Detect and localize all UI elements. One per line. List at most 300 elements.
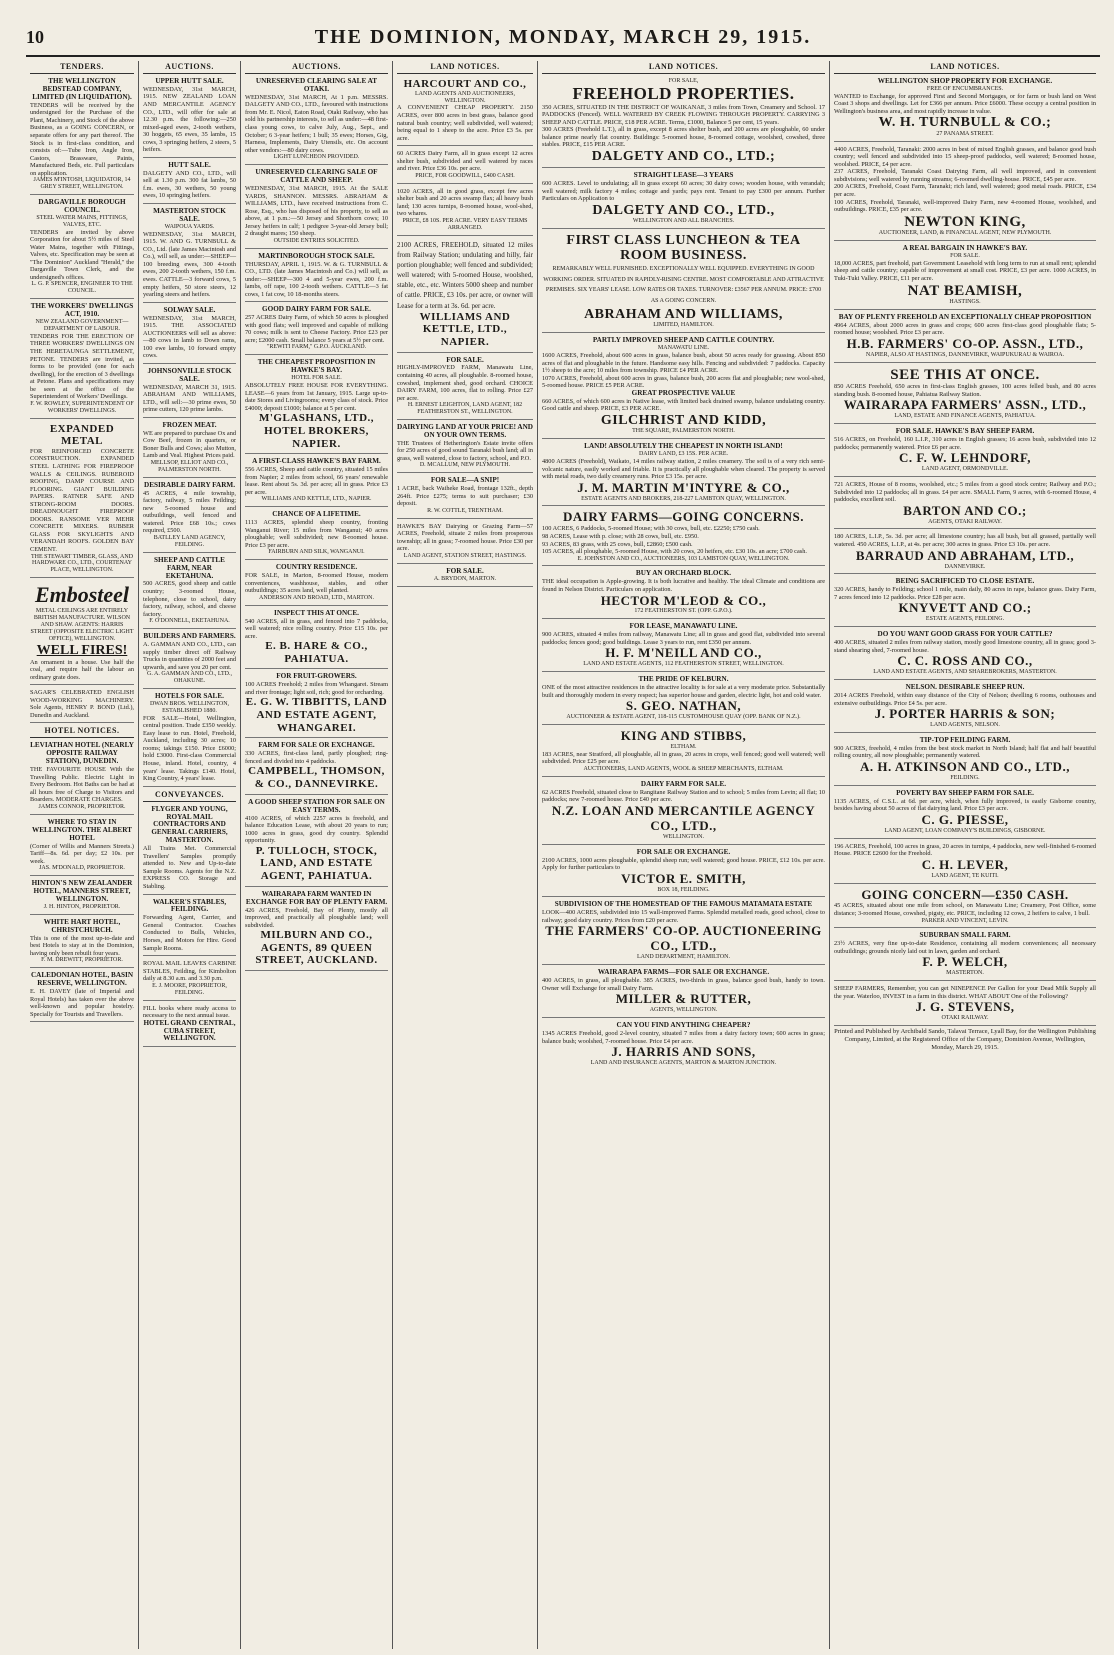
ad-subheading: BOX 18, FEILDING.	[657, 886, 710, 893]
ad-wairarapa-farms	[542, 967, 825, 1018]
ad-signature: KNYVETT AND CO.;	[898, 600, 1032, 616]
ad-signature: N.Z. LOAN AND MERCANTILE AGENCY CO., LTD.,	[551, 802, 816, 833]
ad-body: THURSDAY, APRIL 1, 1915. W. & G. TURNBULL & CO., LTD. (late James Macintosh and Co.) will sell, as under:—SHEEP—300 4 and 5-year ewes, 200 f.m. lambs, off rape, 100 2-tooth wethers. CATTLE—3 fat cows, 1 fat cow, 10 18-months steers.	[245, 260, 388, 298]
ad-signature: MELLSOP, ELLIOT AND CO., PALMERSTON NORTH.	[150, 459, 229, 473]
ad-subheading: LAND AGENT, ORMONDVILLE.	[921, 466, 1009, 473]
ad-heading: DO YOU WANT GOOD GRASS FOR YOUR CATTLE?	[877, 630, 1053, 639]
ad-heading: HARCOURT AND CO.,	[403, 78, 527, 90]
section-heading-conveyances: CONVEYANCES.	[143, 789, 236, 802]
ad-body: TENDERS are invited by above Corporation for about 5½ miles of Steel Water Mains, together with Fittings, Valves, etc. Specification may be seen at "The Dominion" Auckland "Herald," the Dargaville Town Clerk, and the undersigned's offices.	[30, 228, 134, 281]
ad-signature: E. JOHNSTON AND CO., AUCTIONEERS, 103 LAMBTON QUAY, WELLINGTON.	[577, 555, 790, 562]
ad-heading: NELSON. DESIRABLE SHEEP RUN.	[905, 683, 1025, 692]
ad-heading: FOR SALE.	[446, 566, 484, 575]
ad-body: HIGHLY-IMPROVED FARM, Manawatu Line, containing 40 acres, all ploughable. 8-roomed house, cowshed, implement shed, good orchard. CHOICE DAIRY FARM, 100 acres, flat to rolling. Price £27 per acre.	[397, 364, 533, 402]
ad-hintons	[30, 878, 134, 915]
ad-subheading: LAND DEPARTMENT, HAMILTON.	[637, 954, 730, 961]
ad-body: 62 ACRES Freehold, situated close to Rangitane Railway Station and to school; 5 miles from Levin; all flat; 10 paddocks; new 7-roomed house. Price £40 per acre.	[542, 788, 825, 804]
well-fires-heading: WELL FIRES!	[36, 642, 128, 658]
column-auctions	[139, 61, 241, 1649]
ad-body: SAGAR'S CELEBRATED ENGLISH WOOD-WORKING MACHINERY. Sole Agents, HENRY P. BOND (Ltd.), Dunedin and Auckland.	[30, 689, 134, 719]
ad-signature: E. B. HARE & CO., PAHIATUA.	[265, 640, 368, 665]
ad-subheading: GREAT PROSPECTIVE VALUE	[631, 388, 736, 397]
ad-signature: J. G. STEVENS,	[915, 999, 1015, 1015]
ad-leviathan	[30, 740, 134, 814]
ad-fruit-growers	[245, 671, 388, 738]
ad-body: All Trains Met. Commercial Travellers' Samples promptly attended to. New and Up-to-date Sample Rooms. Agents for the N.Z. EXPRESS CO. Storage and Stabling.	[143, 845, 236, 890]
ad-signature: C. F. W. LEHNDORF,	[899, 450, 1031, 466]
ad-listing: 4400 ACRES, Freehold, Taranaki: 2000 acres in best of mixed English grasses, and balance good bush country; well fenced and subdivided into 15 sheep-proof paddocks, well watered; 8-roomed house, woolshed. PRICE, £4 per acre.	[834, 145, 1096, 168]
ad-body: LOOK—400 ACRES, subdivided into 15 wall-improved Farms. Splendid metalled roads, good school, close to railway; good dairy country. Prices from £20 per acre.	[542, 909, 825, 924]
ad-subheading: MASTERTON.	[946, 970, 984, 977]
ad-subheading: 27 PANAMA STREET.	[936, 130, 994, 137]
ad-heading: WAIRARAPA FARM WANTED IN EXCHANGE FOR BAY OF PLENTY FARM.	[245, 889, 388, 906]
ad-marton	[397, 566, 533, 587]
ad-sagars	[30, 687, 134, 723]
ad-cheapest-land	[542, 441, 825, 506]
ad-listing: 300 ACRES (Freehold L.T.), all in grass, except 8 acres shelter bush, and 200 acres are ploughable, 60 under balance prime nearly flat country. Buildings: 5-roomed house, 8-roomed cottage, woolshed, cowshed, three stables. PRICE, £15 PER ACRE.	[542, 126, 825, 149]
ad-body: A. GAMMAN AND CO., LTD., can supply timber direct off Railway Trucks in quantities of 2000 feet and upwards, and save you 20 per cent.	[143, 641, 236, 671]
ad-signature: J. HARRIS AND SONS,	[611, 1044, 756, 1060]
ad-subheading: LAND AND ESTATE AGENTS, 112 FEATHERSTON STREET, WELLINGTON.	[583, 661, 784, 668]
ad-heading: BUY AN ORCHARD BLOCK.	[635, 569, 732, 578]
ad-signature: J. H. HINTON, PROPRIETOR.	[43, 903, 121, 910]
page-number: 10	[26, 27, 44, 47]
ad-signature: F. W. ROWLEY, SUPERINTENDENT OF WORKERS' DWELLINGS.	[30, 400, 134, 414]
ad-label: FOR SALE,	[668, 78, 699, 84]
ad-heading: UNRESERVED CLEARING SALE OF CATTLE AND SHEEP.	[255, 168, 378, 185]
ad-body: FILL books where ready access to necessary to the next annual issue.	[143, 1004, 236, 1020]
ad-body: 2100 ACRES, FREEHOLD, situated 12 miles from Railway Station; undulating and hilly, fair portion ploughable; well fenced and subdivided; well watered; with 5-roomed House, woolshed, stable, etc., etc. Winters 5000 sheep and number of cattle. PRICE, £3 10s. per acre, or owner will Lease for a term at 3s. 6d. per acre.	[397, 240, 533, 310]
ad-body: 1113 ACRES, splendid sheep country, fronting Wanganui River; 15 miles from Wanganui; 40 acres ploughable; well subdivided; new 8-roomed house. Price £3 per acre.	[245, 519, 388, 549]
ad-body: 721 ACRES, House of 8 rooms, woolshed, etc.; 5 miles from a good stock centre; Railway and P.O.; Subdivided into 12 paddocks; all in grass. £4 per acre. SMALL Farm, 9 acres, with 6-roomed House, 4 paddocks, excellent soil.	[834, 481, 1096, 504]
ad-heading: COUNTRY RESIDENCE.	[275, 563, 358, 572]
ad-body: 426 ACRES, Freehold, Bay of Plenty, mostly all improved, and practically all ploughable land; well subdivided.	[245, 906, 388, 929]
ad-listing: 237 ACRES, Freehold, Taranaki Coast Dairying Farm, all well improved, and in convenient subdivisions; well watered by running streams; 6-roomed dwelling-house. PRICE, £45 per acre.	[834, 168, 1096, 183]
ad-heading: DESIRABLE DAIRY FARM.	[144, 480, 235, 489]
ad-anything-cheaper	[542, 1020, 825, 1070]
ad-body: 45 ACRES, situated about one mile from school, on Manawatu Line; Creamery, Post Office, some distance; 3-roomed House, cowshed, pigsty, etc. PRICE, including 12 cows, 2 heifers to calve, 1 bull.	[834, 902, 1096, 918]
ad-body: An ornament in a house. Use half the coal, and require half the labour an ordinary grate does.	[30, 658, 134, 681]
ad-listing: 105 ACRES, all ploughable, 5-roomed House, with 20 cows, 20 heifers, etc. £30 10s. an acre; £700 cash.	[542, 548, 807, 556]
ad-body: ABSOLUTELY FREE HOUSE FOR EVERYTHING. LEASE—6 years from 1st January, 1915. Large up-to-date Stores and Livingrooms; every class of stock. Price £4000; deposit £1000; balance at 5 per cent.	[245, 382, 388, 412]
ad-dargaville	[30, 197, 134, 299]
ad-listing: 93 ACRES, 83 grass, with 25 cows, bull, £2860; £500 cash.	[542, 540, 693, 548]
ad-signature: OUTSIDE ENTRIES SOLICITED.	[273, 237, 360, 244]
ad-good-grass	[834, 629, 1096, 680]
ad-shannon-clearing	[245, 167, 388, 249]
ad-king-stibbs	[542, 727, 825, 777]
ad-workers-dwellings	[30, 301, 134, 418]
ad-heading: INSPECT THIS AT ONCE.	[274, 608, 359, 617]
column-tenders	[26, 61, 139, 1649]
ad-signature: M'GLASHANS, LTD., HOTEL BROKERS, NAPIER.	[258, 412, 375, 450]
ad-harcourt	[397, 76, 533, 146]
embosteel-logo: Embosteel	[34, 582, 130, 608]
ad-subheading: DANNEVIRKE.	[944, 563, 986, 570]
ad-subheading: OTAKI RAILWAY.	[941, 1015, 989, 1022]
ad-heading: STRAIGHT LEASE—3 YEARS	[633, 171, 734, 180]
ad-body: WANTED to Exchange, for approved First and Second Mortgages, or for farm or bush land on West Coast 3 shops and dwellings. Let for £366 per annum. Price £6000. These occupy a central position in Wellington's business area, and most rapidly increase in value.	[834, 92, 1096, 115]
ad-body: 2100 ACRES, 1000 acres ploughable, splendid sheep run; well watered; good house. PRICE, £12 10s. per acre. Apply for further particulars to	[542, 856, 825, 872]
ad-eketahuna	[143, 555, 236, 629]
ad-dairying-land	[397, 422, 533, 473]
ad-shop-exchange	[834, 76, 1096, 142]
ad-heading: DAIRY FARMS—GOING CONCERNS.	[563, 509, 804, 525]
ad-signature: CAMPBELL, THOMSON, & CO., DANNEVIRKE.	[248, 765, 385, 791]
ad-signature: C. H. LEVER,	[921, 856, 1009, 872]
ad-heading: LAND! ABSOLUTELY THE CHEAPEST IN NORTH ISLAND!	[584, 442, 783, 451]
ad-orchard-block	[542, 568, 825, 619]
ad-signature: H. F. M'NEILL AND CO.,	[605, 645, 762, 661]
ad-see-this	[834, 365, 1096, 424]
ad-snip	[397, 475, 533, 518]
ad-body: 1 ACRE, back Waiheke Road, frontage 132ft., depth 264ft. Price £275; terms to suit purchaser; £30 deposit.	[397, 485, 533, 508]
ad-dairy-60-acres	[397, 148, 533, 184]
ad-signature: BARTON AND CO.;	[903, 502, 1027, 518]
ad-signature: BATLLEY LAND AGENCY, FEILDING.	[153, 534, 226, 548]
ad-body: 850 ACRES Freehold, 650 acres in first-class English grasses, 100 acres felled bush, and 80 acres standing bush. 8-roomed house, Pahiatua Railway Station.	[834, 383, 1096, 398]
ad-subheading: AUCTIONEER & ESTATE AGENT, 118-115 CUSTOMHOUSE QUAY (OPP. BANK OF N.Z.).	[566, 714, 801, 721]
ad-subheading: AUCTIONEER, LAND, & FINANCIAL AGENT, NEW PLYMOUTH.	[878, 230, 1052, 237]
ad-heading: GOOD DAIRY FARM FOR SALE.	[262, 305, 371, 314]
section-heading-auctions-2: AUCTIONS.	[245, 61, 388, 74]
ad-body: This is one of the most up-to-date and best Hotels to stay at in the Dominion, having only been rebuilt four years.	[30, 934, 134, 957]
ad-heading: FOR SALE. HAWKE'S BAY SHEEP FARM.	[895, 427, 1035, 436]
ad-subheading: MANAWATU LINE.	[657, 345, 710, 352]
ad-body: TENDERS FOR THE ERECTION OF THREE WORKERS' DWELLINGS ON THE HERETAUNGA SETTLEMENT, PETONE. TENDERS are invited, as forms to be provided (one for each dwelling), for the erection of 3 dwellings at Petone. Plans and specifications may be seen at the office of the Superintendent of Workers' Dwellings.	[30, 332, 134, 401]
ad-signature: C. G. PIESSE,	[921, 811, 1009, 827]
ad-price: PRICE, FOR GOODWILL, £400 CASH.	[415, 172, 515, 179]
ad-signature: VICTOR E. SMITH,	[621, 870, 746, 886]
ad-signature: WILLIAMS AND KETTLE, LTD., NAPIER.	[261, 496, 372, 503]
ad-body: 257 ACRES Dairy Farm, of which 50 acres is ploughed with good flats; well improved and capable of milking 70 cows; milk is sent to Cheese Factory. Price £23 per acre; £2000 cash. Small balance 5 years at 5½ per cent.	[245, 314, 388, 344]
ad-subheading: WELLINGTON AND ALL BRANCHES.	[632, 218, 735, 225]
ad-suburban-farm	[834, 930, 1096, 981]
ad-johnsonville	[143, 366, 236, 418]
ad-body: WEDNESDAY, 31st MARCH, At 1 p.m. MESSRS. DALGETY AND CO., LTD., favoured with instructions from Mr. E. Nicol, Eaton Road, Otaki Railway, who has sold his partnership interests, to sell as under:—48 first-class young cows, to calve July, Aug., Sept., and October; 6 3-year heifers; 1 bull; 35 ewes; Horses, Gig, Harness, Implements, Dairy Utensils, etc. On account other vendors:—80 dairy cows.	[245, 93, 388, 154]
ad-martinborough	[245, 251, 388, 303]
ad-subheading: FEILDING.	[950, 774, 980, 781]
ad-desirable-dairy	[143, 480, 236, 553]
ad-freehold-properties	[542, 76, 825, 168]
ad-subheading: THE SQUARE, PALMERSTON NORTH.	[632, 428, 735, 435]
ad-body: 180 ACRES, L.I.P., 5s. 3d. per acre; all limestone country; has all bush, but all grassed, partially well watered. 450 ACRES, L.I.P., at 4s. per acre; 300 acres in grass. Price £3 10s. per acre.	[834, 533, 1096, 549]
section-heading-auctions: AUCTIONS.	[143, 61, 236, 74]
ad-signature: A. H. ATKINSON AND CO., LTD.,	[860, 758, 1070, 774]
ad-body: 100 ACRES Freehold; 2 miles from Whangarei. Stream and river frontage; light soil, rich; good for orcharding.	[245, 681, 388, 696]
ad-2100-acres	[397, 238, 533, 353]
ad-hb-dairying	[397, 521, 533, 564]
ad-body: 18,000 ACRES, part freehold, part Government Leasehold with long term to run at small rent; splendid sheep and cattle country; capable of improvement at small cost. PRICE, £3 per acre. 1000 ACRES, in Tuki-Tuki Valley. PRICE, £11 per acre.	[834, 259, 1096, 282]
ad-body: FOR SALE, in Marton, 8-roomed House, modern conveniences, washhouse, stables, and other outbuildings; 35 acres land, well planted.	[245, 572, 388, 595]
ad-otaki-clearing	[245, 76, 388, 165]
ad-heading: THE CHEAPEST PROPOSITION IN HAWKE'S BAY.	[257, 358, 376, 375]
ad-listing: 1600 ACRES, Freehold, about 600 acres in grass, balance bush, about 50 acres ready for grassing. About 850 acres of flat and ploughable in the future. Handsome easy hills. Fencing and subdivided: 7 paddocks. Capacity 1½ sheep to the acre; 10 miles from township. PRICE £4 PER ACRE.	[542, 352, 825, 375]
ad-heading: FOR SALE.	[446, 355, 484, 364]
ad-body: 600 ACRES. Level to undulating; all in grass except 60 acres; 30 dairy cows; wooden house, with verandah; well watered; milk factory 4 miles; cottage and yards; pays rent. Tenant to pay £300 per annum. Further Particulars on Application to	[542, 180, 825, 203]
ad-signature: DALGETY AND CO., LTD.,	[592, 202, 775, 218]
ad-heading: WALKER'S STABLES, FEILDING.	[152, 897, 227, 914]
ad-body: SHEEP FARMERS, Remember, you can get NINEPENCE Per Gallon for your Dead Milk Supply all the year. Waterloo, INVEST in a farm in this district. WHAT ABOUT One of the Following?	[834, 985, 1096, 1000]
ad-body: 4800 ACRES (Freehold), Waikato, 14 miles railway station, 2 miles creamery. The soil is of a very rich semi-volcanic nature, easily worked and friable. It is practically all ploughable when cleared. The property is served with metal roads, two daily creamery runs. Price £3 15s. per acre.	[542, 458, 825, 481]
ad-heading: UNRESERVED CLEARING SALE AT OTAKI.	[255, 77, 378, 93]
ad-body: 1135 ACRES, of C.S.L. at 6d. per acre, which, when fully improved, is easily Gisborne country, besides having about 50 acres of flat dairying land. Price £3 per acre.	[834, 797, 1096, 813]
ad-heading: A FIRST-CLASS HAWKE'S BAY FARM.	[252, 457, 381, 466]
section-heading-land-3: LAND NOTICES.	[834, 61, 1096, 74]
ad-signature: H.B. FARMERS' CO-OP. ASSN., LTD.,	[846, 335, 1084, 351]
ad-body: A CONVENIENT CHEAP PROPERTY. 2150 ACRES, over 800 acres in best grass, balance good natural bush country; well subdivided, well watered; being equal to 1 sheep to the acre. Price £3 5s. per acre.	[397, 104, 533, 142]
ad-heading: CAN YOU FIND ANYTHING CHEAPER?	[616, 1021, 751, 1030]
ad-hotels-for-sale	[143, 691, 236, 787]
ad-body: WEDNESDAY, 31st MARCH, 1915. W. AND G. TURNBULL & CO., Ltd. (late James Macintosh and Co.), will sell, as under:—SHEEP—100 breeding ewes, 300 4-tooth ewes, 200 2-tooth wethers, 150 f.m. ewes. CATTLE—3 forward cows, 5 empty heifers, 50 store steers, 12 yearling steers and heifers.	[143, 230, 236, 299]
ad-chance-lifetime	[245, 509, 388, 560]
ad-heading: A REAL BARGAIN IN HAWKE'S BAY.	[902, 244, 1028, 253]
ad-subheading: LAND AGENT, TE KUITI.	[931, 872, 999, 879]
ad-subheading: FREE OF ENCUMBRANCES.	[926, 85, 1004, 92]
ad-listing: 98 ACRES, Lease with p. close; with 28 cows, bull, etc. £950.	[542, 532, 699, 540]
ad-heading: A GOOD SHEEP STATION FOR SALE ON EASY TERMS.	[248, 797, 385, 814]
ad-signature: PARKER AND VINCENT, LEVIN.	[921, 917, 1009, 924]
ad-listing: 350 ACRES, SITUATED IN THE DISTRICT OF WAIKANAE, 3 miles from Town, Creamery and School. 17 PADDOCKS (Fenced). WELL WATERED BY CREEK FLOWING THROUGH PROPERTY. CARRYING 3 SHEEP AND CATTLE. PRICE, £18 PER ACRE. Terms, £1000, Balance 5 per cent, 15 years.	[542, 103, 825, 126]
ad-signature: L. G. P. SPENCER, ENGINEER TO THE COUNCIL.	[31, 281, 133, 295]
ad-body: 556 ACRES, Sheep and cattle country, situated 15 miles from Napier; 2 miles from school, 66 years' renewable lease. Rent about 5s. 3d. per acre; all in grass. Price £3 per acre.	[245, 466, 388, 496]
ad-expanded-metal	[30, 421, 134, 579]
ad-signature: LAND AGENT, STATION STREET, HASTINGS.	[403, 553, 527, 560]
ad-body: 1345 ACRES Freehold, good 2-level country, situated 7 miles from a dairy factory town; 600 acres in grass; balance bush; woolshed, 7-roomed house. Price £4 per acre.	[542, 1030, 825, 1045]
ad-subheading: DWAN BROS. WELLINGTON, ESTABLISHED 1880.	[149, 700, 230, 714]
ad-heading: HOTELS FOR SALE.	[155, 692, 224, 700]
ad-signature: THE FARMERS' CO-OP. AUCTIONEERING CO., LTD.,	[545, 923, 822, 954]
ad-heading: KING AND STIBBS,	[620, 728, 747, 744]
ad-body: THE Trustees of Hetherington's Estate invite offers for 250 acres of good sound Taranaki bush land; all in grass, well watered, close to factory, school, and P.O.	[397, 439, 533, 462]
ad-heading: JOHNSONVILLE STOCK SALE.	[147, 366, 232, 383]
ad-listing: 100 ACRES, 6 Paddocks, 5-roomed House; with 30 cows, bull, etc. £2250; £750 cash.	[542, 525, 760, 533]
ad-body: 1020 ACRES, all in good grass, except few acres shelter bush and 20 acres swamp flax; all heavy bush land; 130 acres turnips, 8-roomed house, wool-shed, two whares.	[397, 187, 533, 218]
ad-body: 900 ACRES, freehold, 4 miles from the best stock market in North Island; half flat and half beautiful rolling country, all now ploughable; permanently watered.	[834, 744, 1096, 760]
ad-signature: S. GEO. NATHAN,	[625, 698, 742, 714]
ad-body: 900 ACRES, situated 4 miles from railway, Manawatu Line; all in grass and good flat, subdivided into several paddocks; fences good; good buildings. Lease 3 years to run, rent £350 per annum.	[542, 631, 825, 646]
ad-subheading: LAND AGENTS, NELSON.	[930, 722, 1000, 729]
ad-body: WEDNESDAY, 31st MARCH, 1915. NEW ZEALAND LOAN AND MERCANTILE AGENCY CO., LTD., will offer for sale at 12.30 p.m. the following:—250 mixed-aged ewes, 2-tooth wethers, 30 hoggets, 65 ewes, 35 lambs, 15 cows, 3 springing heifers, 2 steers, 5 heifers.	[143, 85, 236, 154]
ad-subheading: ESTATE AGENTS, FEILDING.	[925, 616, 1005, 623]
ad-subheading: WELLINGTON.	[662, 833, 705, 840]
ad-signature: A. BRYDON, MARTON.	[433, 575, 497, 582]
ad-signature: F. M. DREWITT, PROPRIETOR.	[41, 957, 123, 964]
ad-signature: E. G. W. TIBBITTS, LAND AND ESTATE AGENT, WHANGAREI.	[245, 696, 388, 734]
column-land-2	[538, 61, 830, 1649]
ad-heading: THE PRIDE OF KELBURN.	[638, 675, 729, 684]
ad-subheading: LAND AND INSURANCE AGENTS, MARTON & MARTON JUNCTION.	[590, 1060, 777, 1067]
ad-heading: CHANCE OF A LIFETIME.	[272, 510, 361, 519]
ad-heading: HINTON'S NEW ZEALANDER HOTEL, MANNERS STREET, WELLINGTON.	[31, 879, 133, 903]
ad-signature: F. P. WELCH,	[922, 954, 1008, 970]
ad-heading: POVERTY BAY SHEEP FARM FOR SALE.	[896, 788, 1034, 797]
ad-signature: WAIRARAPA FARMERS' ASSN., LTD.,	[843, 397, 1087, 413]
ad-subheading: 172 FEATHERSTON ST. (OPP. G.P.O.).	[634, 608, 733, 615]
ad-subheading: FOR SALE.	[950, 252, 980, 259]
ad-signature: W. H. TURNBULL & CO.;	[878, 115, 1052, 131]
ad-heading: FOR FRUIT-GROWERS.	[276, 672, 357, 681]
ad-subheading: METAL CEILINGS ARE ENTIRELY BRITISH MANUFACTURE. WILSON AND SHAW. AGENTS: HARRIS STREET (OPPOSITE ELECTRIC LIGHT OFFICE), WELLINGTON.	[30, 608, 134, 642]
ad-subheading: HOTEL FOR SALE.	[291, 375, 342, 382]
ad-signature: J. PORTER HARRIS & SON;	[874, 706, 1056, 722]
ad-bay-of-plenty	[834, 312, 1096, 363]
ad-signature: HECTOR M'LEOD & CO.,	[600, 592, 767, 608]
ad-signature: F. O'DONNELL, EKETAHUNA.	[149, 618, 230, 625]
ad-sale-exchange	[542, 847, 825, 898]
ad-heading: HOTEL GRAND CENTRAL, CUBA STREET, WELLINGTON.	[143, 1018, 236, 1043]
ad-inspect-this	[245, 608, 388, 670]
column-land-1	[393, 61, 538, 1649]
ad-dairy-going-concerns	[542, 508, 825, 566]
ad-signature: BARRAUD AND ABRAHAM, LTD.,	[855, 547, 1075, 563]
ad-heading: SOLWAY SALE.	[163, 305, 216, 314]
ad-nz-loan	[542, 779, 825, 845]
ad-1020-acres	[397, 186, 533, 236]
ad-body: WEDNESDAY, 31st MARCH, 1915. THE ASSOCIATED AUCTIONEERS will sell as above:—80 cows in lamb to Down rams, 100 ewe lambs, 10 forward empty cows.	[143, 314, 236, 360]
ad-solway	[143, 305, 236, 364]
ad-body: 45 ACRES, 4 mile township, factory, railway, 5 miles Feilding; new 5-roomed house and outbuildings, well fenced and watered. Price £68 10s.; cows required, £500.	[143, 489, 236, 535]
columns	[26, 61, 1100, 1649]
ad-body: Forwarding Agent, Carrier, and General Contractor. Coaches Conducted to Bulls, Vehicles, Horses, and Motors for Hire. Good Sample Rooms.	[143, 914, 236, 952]
ad-subheading: ELTHAM.	[670, 743, 697, 750]
ad-feilding-farm	[834, 735, 1096, 786]
masthead	[26, 26, 1100, 57]
ad-heading: DARGAVILLE BOROUGH COUNCIL.	[38, 198, 126, 214]
ad-heading: SUBURBAN SMALL FARM.	[919, 931, 1011, 940]
ad-heading: BEING SACRIFICED TO CLOSE ESTATE.	[895, 577, 1035, 586]
ad-signature: "REWITI FARM," G.P.O. AUCKLAND.	[266, 344, 367, 351]
ad-heading: LEVIATHAN HOTEL (NEARLY OPPOSITE RAILWAY STATION), DUNEDIN.	[30, 741, 134, 766]
ad-subheading: LAND AND ESTATE AGENTS, AND SHAREBROKERS, MASTERTON.	[873, 669, 1057, 676]
ad-heading: THE WELLINGTON BEDSTEAD COMPANY, LIMITED (IN LIQUIDATION).	[32, 77, 132, 101]
ad-body: 183 ACRES, near Stratford, all ploughable, all in grass, 20 acres in crops, well fenced; good well watered; well subdivided. Price £25 per acre.	[542, 750, 825, 766]
ad-body: WEDNESDAY, 31st MARCH, 1915. At the SALE YARDS, SHANNON. MESSRS. ABRAHAM & WILLIAMS, LTD., have received instructions from C. Rose, Esq., who has disposed of his property, to sell as above, at 1 p.m.:—50 Jersey and Shorthorn cows; 10 Jersey heifers in calf; 1 pedigree 3-year-old Jersey bull; 2 draught mares; 150 sheep.	[245, 184, 388, 238]
ad-flyger-young	[143, 804, 236, 895]
ad-listing: 100 ACRES, Freehold, Taranaki, well-improved Dairy Farm, new 4-roomed House, woolshed, and outbuildings. PRICE, £35 per acre.	[834, 198, 1096, 214]
ad-subheading: LAND, ESTATE AND FINANCE AGENTS, PAHIATUA.	[894, 413, 1036, 420]
ad-signature: R. W. COTTLE, TRENTHAM.	[427, 507, 503, 514]
ad-signature: FAIRBURN AND SILK, WANGANUI.	[268, 549, 365, 556]
ad-partly-improved	[542, 335, 825, 439]
ad-listing: 1070 ACRES, Freehold, about 600 acres in grass, balance bush, 200 acres flat and ploughable; new wool-shed, 5-roomed house. PRICE £5 PER ACRE.	[542, 374, 825, 390]
ad-signature: JAS. M'DONALD, PROPRIETOR.	[39, 865, 125, 872]
ad-body: 540 ACRES, all in grass, and fenced into 7 paddocks, well watered; nice rolling country. Price £15 10s. per acre.	[245, 617, 388, 640]
section-heading-tenders: TENDERS.	[30, 61, 134, 74]
ad-luncheon-tea-room	[542, 231, 825, 333]
ad-body: 60 ACRES Dairy Farm, all in grass except 12 acres shelter bush, subdivided and well watered by races and river. Price £36 10s. per acre.	[397, 150, 533, 173]
section-heading-hotels: HOTEL NOTICES.	[30, 725, 134, 738]
ad-heading: UPPER HUTT SALE.	[155, 77, 224, 85]
ad-good-dairy-farm	[245, 304, 388, 355]
ad-signature: J. M. MARTIN M'INTYRE & CO.,	[577, 479, 790, 495]
ad-body: 320 ACRES, handy to Feilding; school 1 mile, main daily, 80 acres in rape, balance grass. Dairy Farm, 7 acres fenced into 12 paddocks. Price £28 per acre.	[834, 586, 1096, 601]
ad-body: 4100 ACRES, of which 2257 acres is freehold, and balance Education Lease, with about 20 years to run; 1000 acres in grass, good dry country. Splendid opportunity.	[245, 814, 388, 845]
ad-body: THE ideal occupation is Apple-growing. It is both lucrative and healthy. The ideal Climate and conditions are found in Nelson District. Particulars on application.	[542, 578, 825, 593]
ad-sheep-farmers	[834, 983, 1096, 1026]
ad-signature: DALGETY AND CO., LTD.;	[591, 148, 776, 164]
ad-sacrificed	[834, 576, 1096, 627]
ad-subheading: LAND AGENTS AND AUCTIONEERS, WELLINGTON.	[414, 90, 515, 104]
ad-heading: BAY OF PLENTY FREEHOLD AN EXCEPTIONALLY CHEAP PROPOSITION	[838, 312, 1092, 321]
ad-hb-sheep-farm	[834, 426, 1096, 477]
ad-nelson-sheep-run	[834, 682, 1096, 733]
ad-signature: ABRAHAM AND WILLIAMS,	[584, 307, 783, 323]
ad-body: 400 ACRES, in grass, all ploughable. 385 ACRES, two-thirds in grass, balance good bush, handy to town. Owner will Exchange for small Dairy Farm.	[542, 977, 825, 992]
ad-subheading: AGENTS, OTAKI RAILWAY.	[928, 518, 1002, 525]
ad-signature: LIGHT LUNCHEON PROVIDED.	[273, 154, 360, 161]
ad-dannevirke-land	[834, 531, 1096, 574]
ad-body: 4964 ACRES, about 2000 acres in grass and crops; 600 acres first-class good ploughable flats; 5-roomed house; woolshed. Price £3 per acre.	[834, 321, 1096, 337]
ad-heading: EXPANDED METAL	[49, 422, 115, 448]
ad-signature: WILLIAMS AND KETTLE, LTD., NAPIER.	[419, 310, 511, 348]
ad-body: 330 ACRES, first-class land, partly ploughed; ring-fenced and divided into 4 paddocks.	[245, 750, 388, 765]
ad-body: 23½ ACRES, very fine up-to-date Residence, containing all modern conveniences; all necessary outbuildings; grounds nicely laid out in lawn, garden and orchard.	[834, 940, 1096, 955]
ad-body: E. H. DAVEY (late of Imperial and Royal Hotels) has taken over the above well-known and popular hostelry. Specially for Tourists and Travellers.	[30, 988, 134, 1018]
ad-matamata	[542, 899, 825, 965]
ad-country-residence	[245, 562, 388, 605]
ad-body: REMARKABLY WELL FURNISHED. EXCEPTIONALLY WELL EQUIPPED. EVERYTHING IN GOOD WORKING ORDER. SITUATED IN RAPIDLY-RISING CENTRE. MOST COMFORTABLE AND ATTRACTIVE PREMISES. SIX YEARS' LEASE. LOW RATES OR TAXES. TURNOVER: £3567 PER ANNUM. PRICE: £700 AS A GOING CONCERN.	[543, 265, 824, 305]
ad-heading: GOING CONCERN—£350 CASH.	[861, 886, 1069, 902]
ad-embosteel	[30, 580, 134, 685]
ad-signature: THE STEWART TIMBER, GLASS, AND HARDWARE CO., LTD., COURTENAY PLACE, WELLINGTON.	[30, 553, 134, 574]
ad-caledonian	[30, 970, 134, 1022]
ad-body: 2014 ACRES Freehold, within easy distance of the City of Nelson; dwelling 6 rooms, outhouses and extensive outbuildings. Price £4 5s. per acre.	[834, 692, 1096, 707]
ad-heading: WAIRARAPA FARMS—FOR SALE OR EXCHANGE.	[597, 968, 770, 977]
ad-subheading: NEW ZEALAND GOVERNMENT—DEPARTMENT OF LABOUR.	[35, 319, 129, 332]
ad-signature: D. MCALLUM, NEW PLYMOUTH.	[419, 462, 511, 469]
ad-body: WEDNESDAY, MARCH 31, 1915. ABRAHAM AND WILLIAMS, LTD., will sell:—30 prime ewes, 50 prime cutters, 120 prime lambs.	[143, 383, 236, 414]
ad-subheading: STEEL WATER MAINS, FITTINGS, VALVES, ETC.	[36, 214, 128, 228]
ad-heading: FLYGER AND YOUNG, ROYAL MAIL CONTRACTORS AND GENERAL CARRIERS, MASTERTON.	[151, 804, 228, 845]
ad-signature: GILCHRIST AND KIDD,	[600, 412, 767, 428]
ad-body: ROYAL MAIL LEAVES CARBINE STABLES, Feilding, for Kimbolton daily at 8.30 a.m. and 3.30 p.m.	[143, 960, 236, 983]
ad-walkers-stables	[143, 897, 236, 957]
ad-first-class-hb-farm	[245, 456, 388, 507]
ad-heading: HUTT SALE.	[168, 160, 211, 169]
ad-signature: MILBURN AND CO., AGENTS, 89 QUEEN STREET, AUCKLAND.	[255, 929, 378, 967]
ad-body: 516 ACRES, on Freehold, 160 L.I.P., 310 acres in English grasses; 16 acres bush, subdivided into 12 paddocks; permanently watered. Price £6 per acre.	[834, 436, 1096, 451]
ad-signature: JAMES M'INTOSH, LIQUIDATOR, 14 GREY STREET, WELLINGTON.	[33, 177, 131, 191]
ad-builders	[143, 631, 236, 689]
ad-listing: 660 ACRES, of which 600 acres in Native lease, with limited back drained swamp, balance undulating country. Good cattle and sheep. PRICE, £3 PER ACRE.	[542, 397, 825, 413]
ad-heading: FIRST CLASS LUNCHEON & TEA ROOM BUSINESS.	[566, 233, 801, 264]
ad-signature: E. J. MOORE, PROPRIETOR, FEILDING.	[152, 982, 227, 996]
ad-te-kuiti	[834, 841, 1096, 884]
ad-heading: MARTINBOROUGH STOCK SALE.	[258, 251, 375, 260]
ad-heading: WHITE HART HOTEL, CHRISTCHURCH.	[43, 917, 121, 934]
ad-sheep-station	[245, 797, 388, 887]
ad-subheading: HASTINGS.	[949, 299, 981, 305]
section-heading-land: LAND NOTICES.	[397, 61, 533, 74]
ad-listing: 200 ACRES, Freehold, Coast Farm, Taranaki; rich land, well watered; good metal roads. PRICE, £34 per acre.	[834, 183, 1096, 199]
ad-signature: ANDERSON AND BROAD, LTD., MARTON.	[259, 594, 374, 601]
ad-heading: WELLINGTON SHOP PROPERTY FOR EXCHANGE.	[877, 77, 1053, 85]
ad-body: FOR SALE—Hotel, Wellington, central position. Trade £350 weekly. Easy lease to run. Hotel, Freehold, Auckland, including 30 acres; 10 rooms; takings £150. Price £6000; hold £3000. First-class Commercial House, inland. Hotel, country, 4 years' lease. Takings £140. Hotel, King Country, 4 years' lease.	[143, 714, 236, 783]
ad-signature: P. TULLOCH, STOCK, LAND, AND ESTATE AGENT, PAHIATUA.	[255, 844, 378, 883]
ad-heading: FARM FOR SALE OR EXCHANGE.	[258, 741, 375, 750]
ad-heading: MASTERTON STOCK SALE.	[153, 206, 226, 223]
ad-leighton	[397, 355, 533, 420]
ad-signature: NAT BEAMISH,	[907, 282, 1023, 299]
ad-body: TENDERS will be received by the undersigned for the Purchase of the Plant, Machinery, and Stock of the above Business, as a GOING CONCERN, or separate offers for any part thereof. The Stock is in first-class condition, and consists of:—Tube Iron, Angle Iron, Castors, Brassware, Paints, Manufactured Beds, etc. Full particulars on application.	[30, 101, 134, 177]
ad-body: HAWKE'S BAY Dairying or Grazing Farm—57 ACRES, Freehold, situate 2 miles from prosperous township; all in grass; 7-roomed house. Price £30 per acre.	[397, 522, 533, 553]
ad-body: FOR REINFORCED CONCRETE CONSTRUCTION. EXPANDED STEEL LATHING FOR FIREPROOF WALLS & CEILINGS. RUBEROID ROOFING, DAMP COURSE AND FLOORING. GIANT BUILDING PAPERS. RATNER SAFE AND STRONG-ROOM DOORS. DREADNOUGHT FIREPROOF DOORS. RANSOME VER MEHR CONCRETE MIXERS. RUBBER GLASS FOR SKYLIGHTS AND VERANDAH ROOFS. GOLDEN BAY CEMENT.	[30, 447, 134, 553]
ad-royal-mail	[143, 958, 236, 1000]
ad-heading: CALEDONIAN HOTEL, BASIN RESERVE, WELLINGTON.	[30, 971, 134, 988]
ad-heading: DAIRYING LAND AT YOUR PRICE! AND ON YOUR OWN TERMS.	[397, 423, 533, 439]
ad-grand-central	[143, 1003, 236, 1048]
